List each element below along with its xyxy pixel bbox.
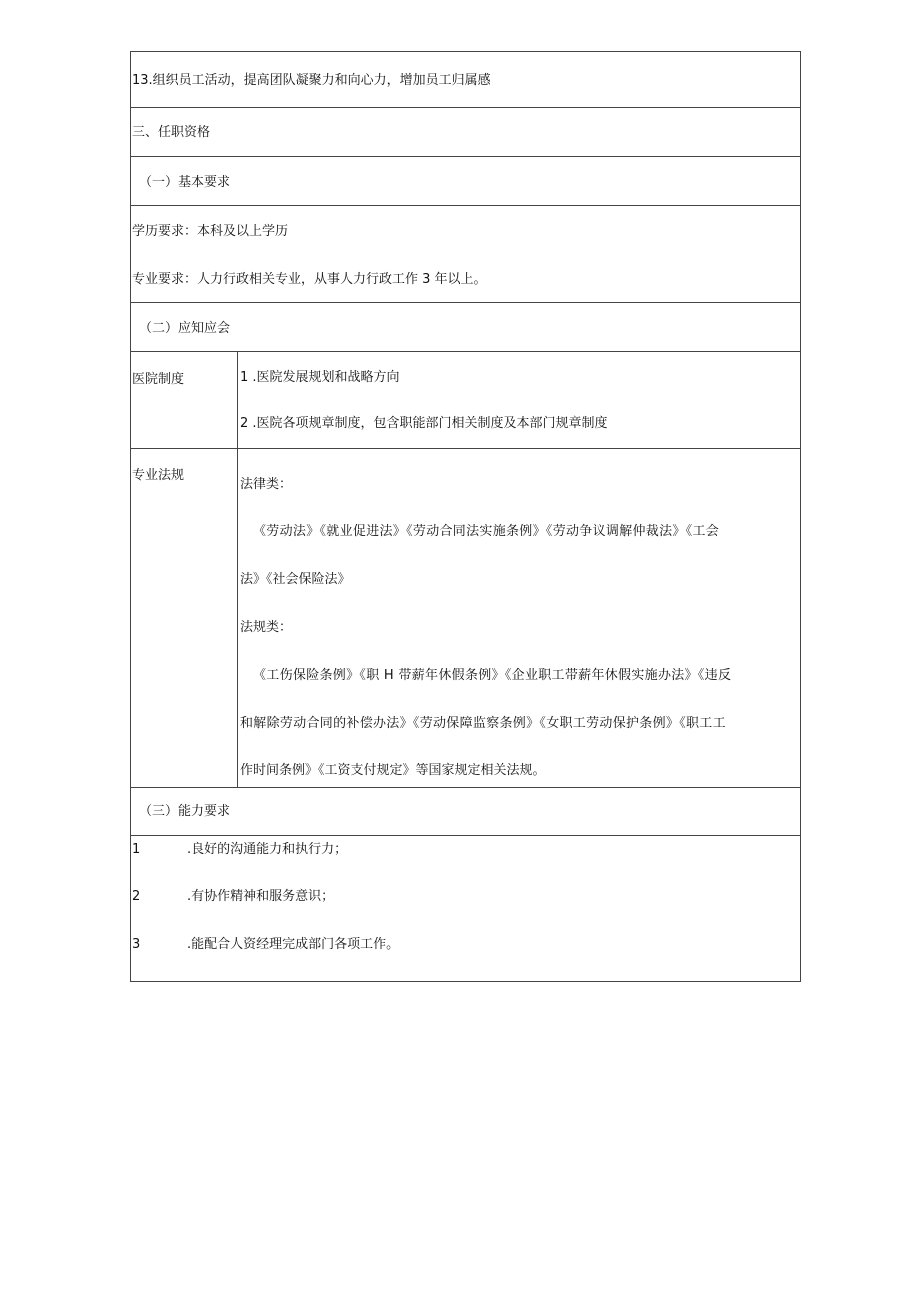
basic-header-row (131, 156, 800, 206)
knowledge-header-row (131, 302, 800, 352)
column-divider (237, 449, 238, 788)
ability-content-row (131, 835, 800, 982)
ability-item-text: .能配合人资经理完成部门各项工作。 (187, 937, 400, 952)
hospital-rules-row (131, 351, 800, 449)
section-title: 三、任职资格 (132, 125, 211, 140)
ability-item-number: 2 (132, 889, 141, 904)
hospital-rule-item: 1 .医院发展规划和战略方向 (240, 370, 400, 385)
regulation-line: 《工伤保险条例》《职 H 带薪年休假条例》《企业职工带薪年休假实施办法》《违反 (253, 668, 732, 683)
hospital-rule-item: 2 .医院各项规章制度，包含职能部门相关制度及本部门规章制度 (240, 416, 608, 431)
hospital-rules-label: 医院制度 (132, 372, 185, 387)
column-divider (237, 352, 238, 449)
regulation-line: 和解除劳动合同的补偿办法》《劳动保障监察条例》《女职工劳动保护条例》《职工工 (240, 716, 726, 731)
regulation-line: 作时间条例》《工资支付规定》等国家规定相关法规。 (240, 763, 546, 778)
basic-content-row (131, 205, 800, 303)
regulation-heading: 法规类： (240, 620, 293, 635)
knowledge-title: （二）应知应会 (139, 321, 231, 336)
basic-title: （一）基本要求 (139, 175, 231, 190)
regulations-row (131, 448, 800, 788)
ability-item-number: 3 (132, 937, 141, 952)
law-line: 法》《社会保险法》 (240, 572, 351, 587)
section-title-row (131, 107, 800, 157)
education-requirement: 学历要求：本科及以上学历 (132, 224, 289, 239)
duty-row (131, 52, 800, 107)
law-line: 《劳动法》《就业促进法》《劳动合同法实施条例》《劳动争议调解仲裁法》《工会 (253, 524, 720, 539)
ability-title: （三）能力要求 (139, 804, 231, 819)
ability-header-row (131, 787, 800, 836)
ability-item-text: .有协作精神和服务意识； (187, 889, 335, 904)
law-heading: 法律类： (240, 477, 293, 492)
regulations-label: 专业法规 (132, 468, 185, 483)
ability-item-text: .良好的沟通能力和执行力； (187, 842, 348, 857)
ability-item-number: 1 (132, 842, 141, 857)
duty-item-13: 13.组织员工活动，提高团队凝聚力和向心力，增加员工归属感 (132, 73, 491, 88)
qualification-table (130, 51, 801, 982)
major-requirement: 专业要求：人力行政相关专业，从事人力行政工作 3 年以上。 (132, 272, 487, 287)
